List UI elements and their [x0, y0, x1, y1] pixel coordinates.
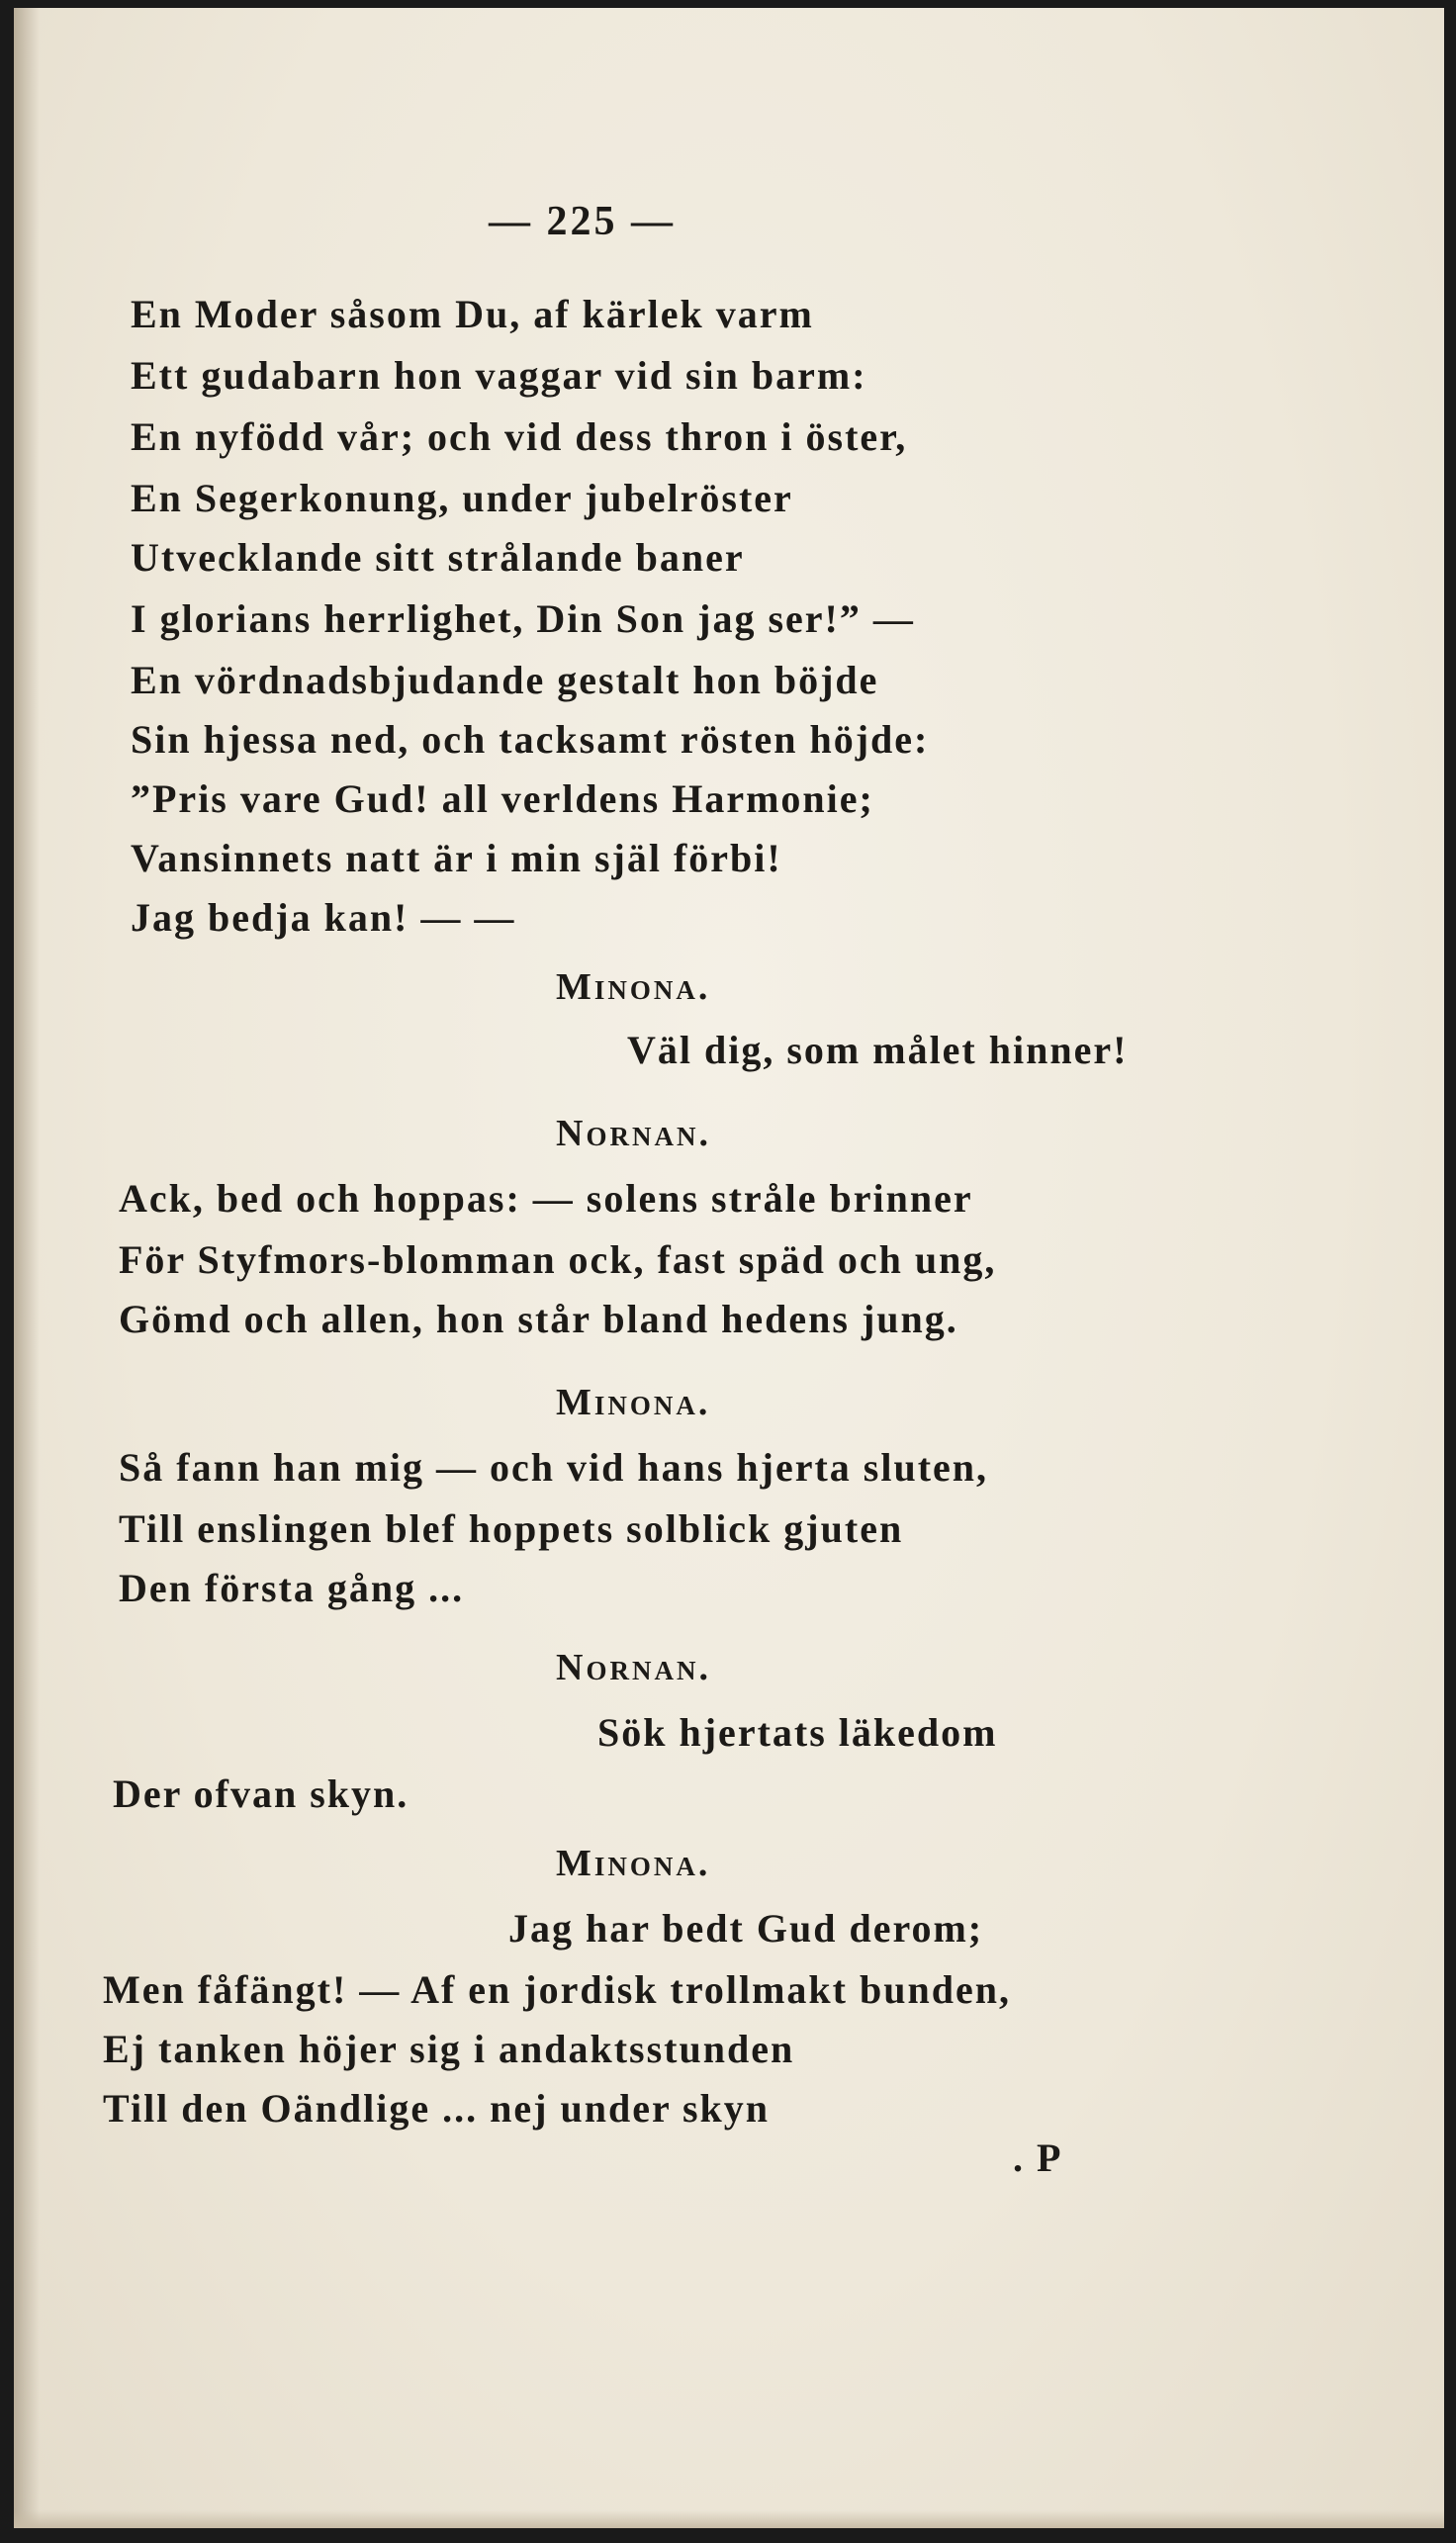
- speaker-name: Minona.: [556, 1382, 711, 1423]
- speaker-name: Minona.: [556, 966, 711, 1008]
- verse-line: Vansinnets natt är i min själ förbi!: [131, 836, 782, 880]
- verse-line: Jag har bedt Gud derom;: [508, 1906, 984, 1951]
- verse-line: Ej tanken höjer sig i andaktsstunden: [103, 2027, 795, 2071]
- gutter-shadow: [14, 8, 40, 2528]
- page-number: — 225 —: [489, 199, 676, 244]
- verse-line: Utvecklande sitt strålande baner: [131, 535, 745, 580]
- verse-line: En vördnadsbjudande gestalt hon böjde: [131, 658, 879, 702]
- verse-line: En nyfödd vår; och vid dess thron i öster,: [131, 414, 908, 459]
- speaker-name: Minona.: [556, 1843, 711, 1884]
- speaker-name: Nornan.: [556, 1647, 711, 1688]
- verse-line: Jag bedja kan! — —: [131, 895, 516, 940]
- speaker-name: Nornan.: [556, 1113, 711, 1154]
- book-page: [14, 8, 1444, 2528]
- verse-line: Ack, bed och hoppas: — solens stråle brinner: [119, 1176, 973, 1221]
- verse-line: Väl dig, som målet hinner!: [627, 1028, 1129, 1072]
- verse-line: En Moder såsom Du, af kärlek varm: [131, 292, 814, 336]
- verse-line: Till enslingen blef hoppets solblick gjuten: [119, 1506, 904, 1551]
- verse-line: En Segerkonung, under jubelröster: [131, 476, 793, 520]
- verse-line: I glorians herrlighet, Din Son jag ser!” —: [131, 596, 915, 641]
- verse-line: Der ofvan skyn.: [113, 1771, 410, 1816]
- verse-line: För Styfmors-blomman ock, fast späd och ung,: [119, 1237, 997, 1282]
- verse-line: Ett gudabarn hon vaggar vid sin barm:: [131, 353, 867, 398]
- verse-line: Den första gång ...: [119, 1566, 465, 1610]
- page-edge-shadow: [14, 2510, 1444, 2528]
- verse-line: Sök hjertats läkedom: [597, 1710, 998, 1755]
- verse-line: Gömd och allen, hon står bland hedens jung.: [119, 1297, 958, 1341]
- verse-line: Sin hjessa ned, och tacksamt rösten höjde:: [131, 717, 930, 762]
- verse-line: ”Pris vare Gud! all verldens Harmonie;: [131, 776, 874, 821]
- verse-line: Så fann han mig — och vid hans hjerta sluten,: [119, 1445, 989, 1490]
- verse-line: Till den Oändlige ... nej under skyn: [103, 2086, 771, 2131]
- signature-mark: . P: [1013, 2135, 1063, 2180]
- verse-line: Men fåfängt! — Af en jordisk trollmakt bunden,: [103, 1967, 1011, 2012]
